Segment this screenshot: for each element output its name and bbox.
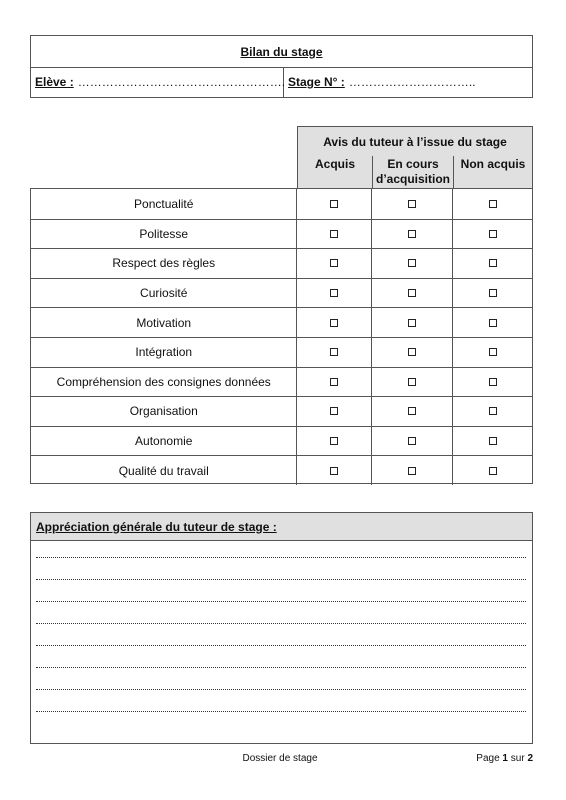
checkbox-cell-en-cours xyxy=(372,220,453,249)
checkbox-cell-en-cours xyxy=(372,249,453,278)
checkbox-non-acquis[interactable] xyxy=(489,437,497,445)
checkbox-non-acquis[interactable] xyxy=(489,200,497,208)
header-table xyxy=(30,35,533,98)
criterion-label: Autonomie xyxy=(31,427,297,456)
checkbox-non-acquis[interactable] xyxy=(489,348,497,356)
checkbox-cell-non-acquis xyxy=(453,338,532,367)
checkbox-en-cours[interactable] xyxy=(408,259,416,267)
appreciation-writing-line[interactable] xyxy=(36,711,526,712)
checkbox-non-acquis[interactable] xyxy=(489,319,497,327)
criterion-label: Motivation xyxy=(31,308,297,337)
checkbox-cell-en-cours xyxy=(372,338,453,367)
checkbox-acquis[interactable] xyxy=(330,200,338,208)
checkbox-en-cours[interactable] xyxy=(408,200,416,208)
stage-number-fill-line: ………………………….. xyxy=(348,75,476,89)
checkbox-en-cours[interactable] xyxy=(408,319,416,327)
checkbox-cell-non-acquis xyxy=(453,279,532,308)
evaluation-row xyxy=(31,426,532,456)
evaluation-table xyxy=(30,188,533,484)
checkbox-cell-acquis xyxy=(297,249,372,278)
criterion-label: Ponctualité xyxy=(31,189,297,219)
appreciation-writing-line[interactable] xyxy=(36,557,526,558)
criterion-label: Organisation xyxy=(31,397,297,426)
checkbox-cell-en-cours xyxy=(372,368,453,397)
appreciation-writing-line[interactable] xyxy=(36,579,526,580)
student-fill-line: ……………………………………………. xyxy=(77,75,286,89)
checkbox-cell-acquis xyxy=(297,397,372,426)
checkbox-cell-acquis xyxy=(297,220,372,249)
evaluation-group-title: Avis du tuteur à l’issue du stage xyxy=(298,127,532,157)
appreciation-title: Appréciation générale du tuteur de stage : xyxy=(31,513,532,541)
checkbox-cell-en-cours xyxy=(372,456,453,485)
checkbox-non-acquis[interactable] xyxy=(489,407,497,415)
criterion-label: Compréhension des consignes données xyxy=(31,368,297,397)
checkbox-non-acquis[interactable] xyxy=(489,378,497,386)
evaluation-row xyxy=(31,337,532,367)
column-header-non-acquis: Non acquis xyxy=(460,157,526,171)
checkbox-cell-acquis xyxy=(297,456,372,485)
checkbox-cell-en-cours xyxy=(372,189,453,219)
column-header-en-cours: En cours d’acquisition xyxy=(373,156,454,189)
appreciation-writing-line[interactable] xyxy=(36,689,526,690)
page-prefix: Page xyxy=(476,753,503,764)
appreciation-writing-line[interactable] xyxy=(36,645,526,646)
page-separator: sur xyxy=(507,753,528,764)
checkbox-cell-acquis xyxy=(297,427,372,456)
checkbox-acquis[interactable] xyxy=(330,467,338,475)
page-total: 2 xyxy=(527,753,533,764)
checkbox-acquis[interactable] xyxy=(330,319,338,327)
criterion-label: Intégration xyxy=(31,338,297,367)
header-fields-row xyxy=(31,67,532,97)
checkbox-cell-non-acquis xyxy=(453,220,532,249)
checkbox-acquis[interactable] xyxy=(330,259,338,267)
evaluation-row xyxy=(31,455,532,485)
checkbox-cell-non-acquis xyxy=(453,456,532,485)
checkbox-cell-non-acquis xyxy=(453,368,532,397)
column-header-acquis: Acquis xyxy=(298,156,373,189)
checkbox-acquis[interactable] xyxy=(330,407,338,415)
evaluation-row xyxy=(31,278,532,308)
checkbox-en-cours[interactable] xyxy=(408,289,416,297)
checkbox-cell-acquis xyxy=(297,368,372,397)
page-current: 1 xyxy=(502,753,508,764)
checkbox-en-cours[interactable] xyxy=(408,437,416,445)
checkbox-cell-non-acquis xyxy=(453,397,532,426)
checkbox-en-cours[interactable] xyxy=(408,407,416,415)
checkbox-cell-en-cours xyxy=(372,397,453,426)
evaluation-row xyxy=(31,189,532,219)
checkbox-cell-en-cours xyxy=(372,279,453,308)
evaluation-row xyxy=(31,307,532,337)
appreciation-writing-line[interactable] xyxy=(36,601,526,602)
checkbox-cell-acquis xyxy=(297,308,372,337)
evaluation-row xyxy=(31,219,532,249)
checkbox-cell-acquis xyxy=(297,189,372,219)
checkbox-cell-acquis xyxy=(297,338,372,367)
checkbox-en-cours[interactable] xyxy=(408,230,416,238)
appreciation-writing-line[interactable] xyxy=(36,623,526,624)
stage-number-field[interactable] xyxy=(284,67,532,97)
stage-number-label: Stage N° : xyxy=(288,75,345,89)
criterion-label: Curiosité xyxy=(31,279,297,308)
checkbox-acquis[interactable] xyxy=(330,437,338,445)
checkbox-cell-non-acquis xyxy=(453,249,532,278)
checkbox-non-acquis[interactable] xyxy=(489,467,497,475)
checkbox-cell-non-acquis xyxy=(453,308,532,337)
checkbox-non-acquis[interactable] xyxy=(489,259,497,267)
student-label: Elève : xyxy=(35,75,74,89)
criterion-label: Qualité du travail xyxy=(31,456,297,485)
evaluation-row xyxy=(31,248,532,278)
checkbox-acquis[interactable] xyxy=(330,348,338,356)
checkbox-cell-non-acquis xyxy=(453,189,532,219)
checkbox-acquis[interactable] xyxy=(330,378,338,386)
evaluation-header xyxy=(297,126,533,188)
appreciation-writing-line[interactable] xyxy=(36,667,526,668)
criterion-label: Politesse xyxy=(31,220,297,249)
appreciation-box xyxy=(30,512,533,744)
checkbox-cell-en-cours xyxy=(372,308,453,337)
evaluation-column-headers xyxy=(298,156,532,189)
checkbox-non-acquis[interactable] xyxy=(489,230,497,238)
evaluation-row xyxy=(31,367,532,397)
student-field[interactable] xyxy=(31,67,284,97)
report-title: Bilan du stage xyxy=(31,36,532,68)
checkbox-non-acquis[interactable] xyxy=(489,289,497,297)
checkbox-cell-acquis xyxy=(297,279,372,308)
checkbox-en-cours[interactable] xyxy=(408,348,416,356)
footer-page-number xyxy=(440,753,533,767)
checkbox-cell-en-cours xyxy=(372,427,453,456)
checkbox-acquis[interactable] xyxy=(330,230,338,238)
checkbox-acquis[interactable] xyxy=(330,289,338,297)
checkbox-en-cours[interactable] xyxy=(408,378,416,386)
checkbox-en-cours[interactable] xyxy=(408,467,416,475)
footer-document-name: Dossier de stage xyxy=(242,753,318,764)
checkbox-cell-non-acquis xyxy=(453,427,532,456)
evaluation-row xyxy=(31,396,532,426)
criterion-label: Respect des règles xyxy=(31,249,297,278)
